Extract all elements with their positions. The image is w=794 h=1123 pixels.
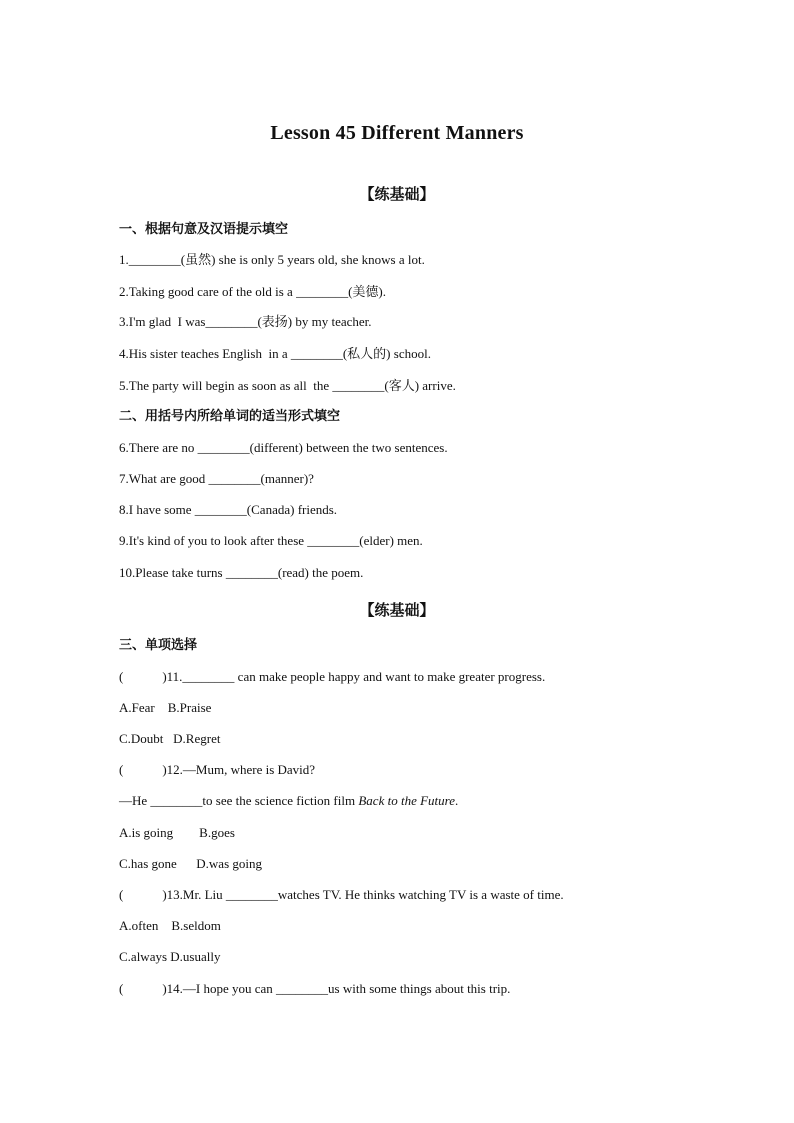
- question-12-options-ab: A.is going B.goes: [119, 825, 235, 840]
- practice-header-2: 【练基础】: [359, 603, 435, 619]
- question-13-options-ab: A.often B.seldom: [119, 918, 221, 933]
- question-13: ( )13.Mr. Liu ________watches TV. He thinks watching TV is a waste of time.: [119, 887, 564, 902]
- section-heading-3: 三、单项选择: [119, 637, 198, 652]
- question-9: 9.It's kind of you to look after these ________(elder) men.: [119, 533, 423, 548]
- question-11: ( )11.________ can make people happy and want to make greater progress.: [119, 669, 546, 684]
- question-6: 6.There are no ________(different) between the two sentences.: [119, 440, 448, 455]
- question-8: 8.I have some ________(Canada) friends.: [119, 502, 338, 517]
- question-7: 7.What are good ________(manner)?: [119, 471, 314, 486]
- question-12-dialogue-text: —He ________to see the science fiction film: [119, 793, 359, 808]
- question-12-dialogue-end: .: [454, 793, 459, 808]
- question-4: 4.His sister teaches English in a ________(私人的) school.: [119, 346, 431, 361]
- page-title: Lesson 45 Different Manners: [270, 122, 524, 144]
- question-12-options-cd: C.has gone D.was going: [119, 856, 262, 871]
- question-3: 3.I'm glad I was________(表扬) by my teacher.: [119, 314, 372, 329]
- section-heading-2: 二、用括号内所给单词的适当形式填空: [119, 408, 341, 423]
- question-12: ( )12.—Mum, where is David?: [119, 762, 316, 777]
- question-13-options-cd: C.always D.usually: [119, 949, 221, 964]
- question-11-options-cd: C.Doubt D.Regret: [119, 731, 221, 746]
- question-11-options-ab: A.Fear B.Praise: [119, 700, 212, 715]
- question-5: 5.The party will begin as soon as all the ________(客人) arrive.: [119, 378, 456, 393]
- question-10: 10.Please take turns ________(read) the poem.: [119, 565, 364, 580]
- practice-header-1: 【练基础】: [359, 187, 435, 203]
- question-14: ( )14.—I hope you can ________us with some things about this trip.: [119, 981, 511, 996]
- section-heading-1: 一、根据句意及汉语提示填空: [119, 221, 289, 236]
- question-12-dialogue: [119, 793, 458, 809]
- question-2: 2.Taking good care of the old is a ________(美德).: [119, 284, 386, 299]
- question-1: 1.________(虽然) she is only 5 years old, she knows a lot.: [119, 252, 425, 267]
- film-title: Back to the Future: [358, 793, 455, 808]
